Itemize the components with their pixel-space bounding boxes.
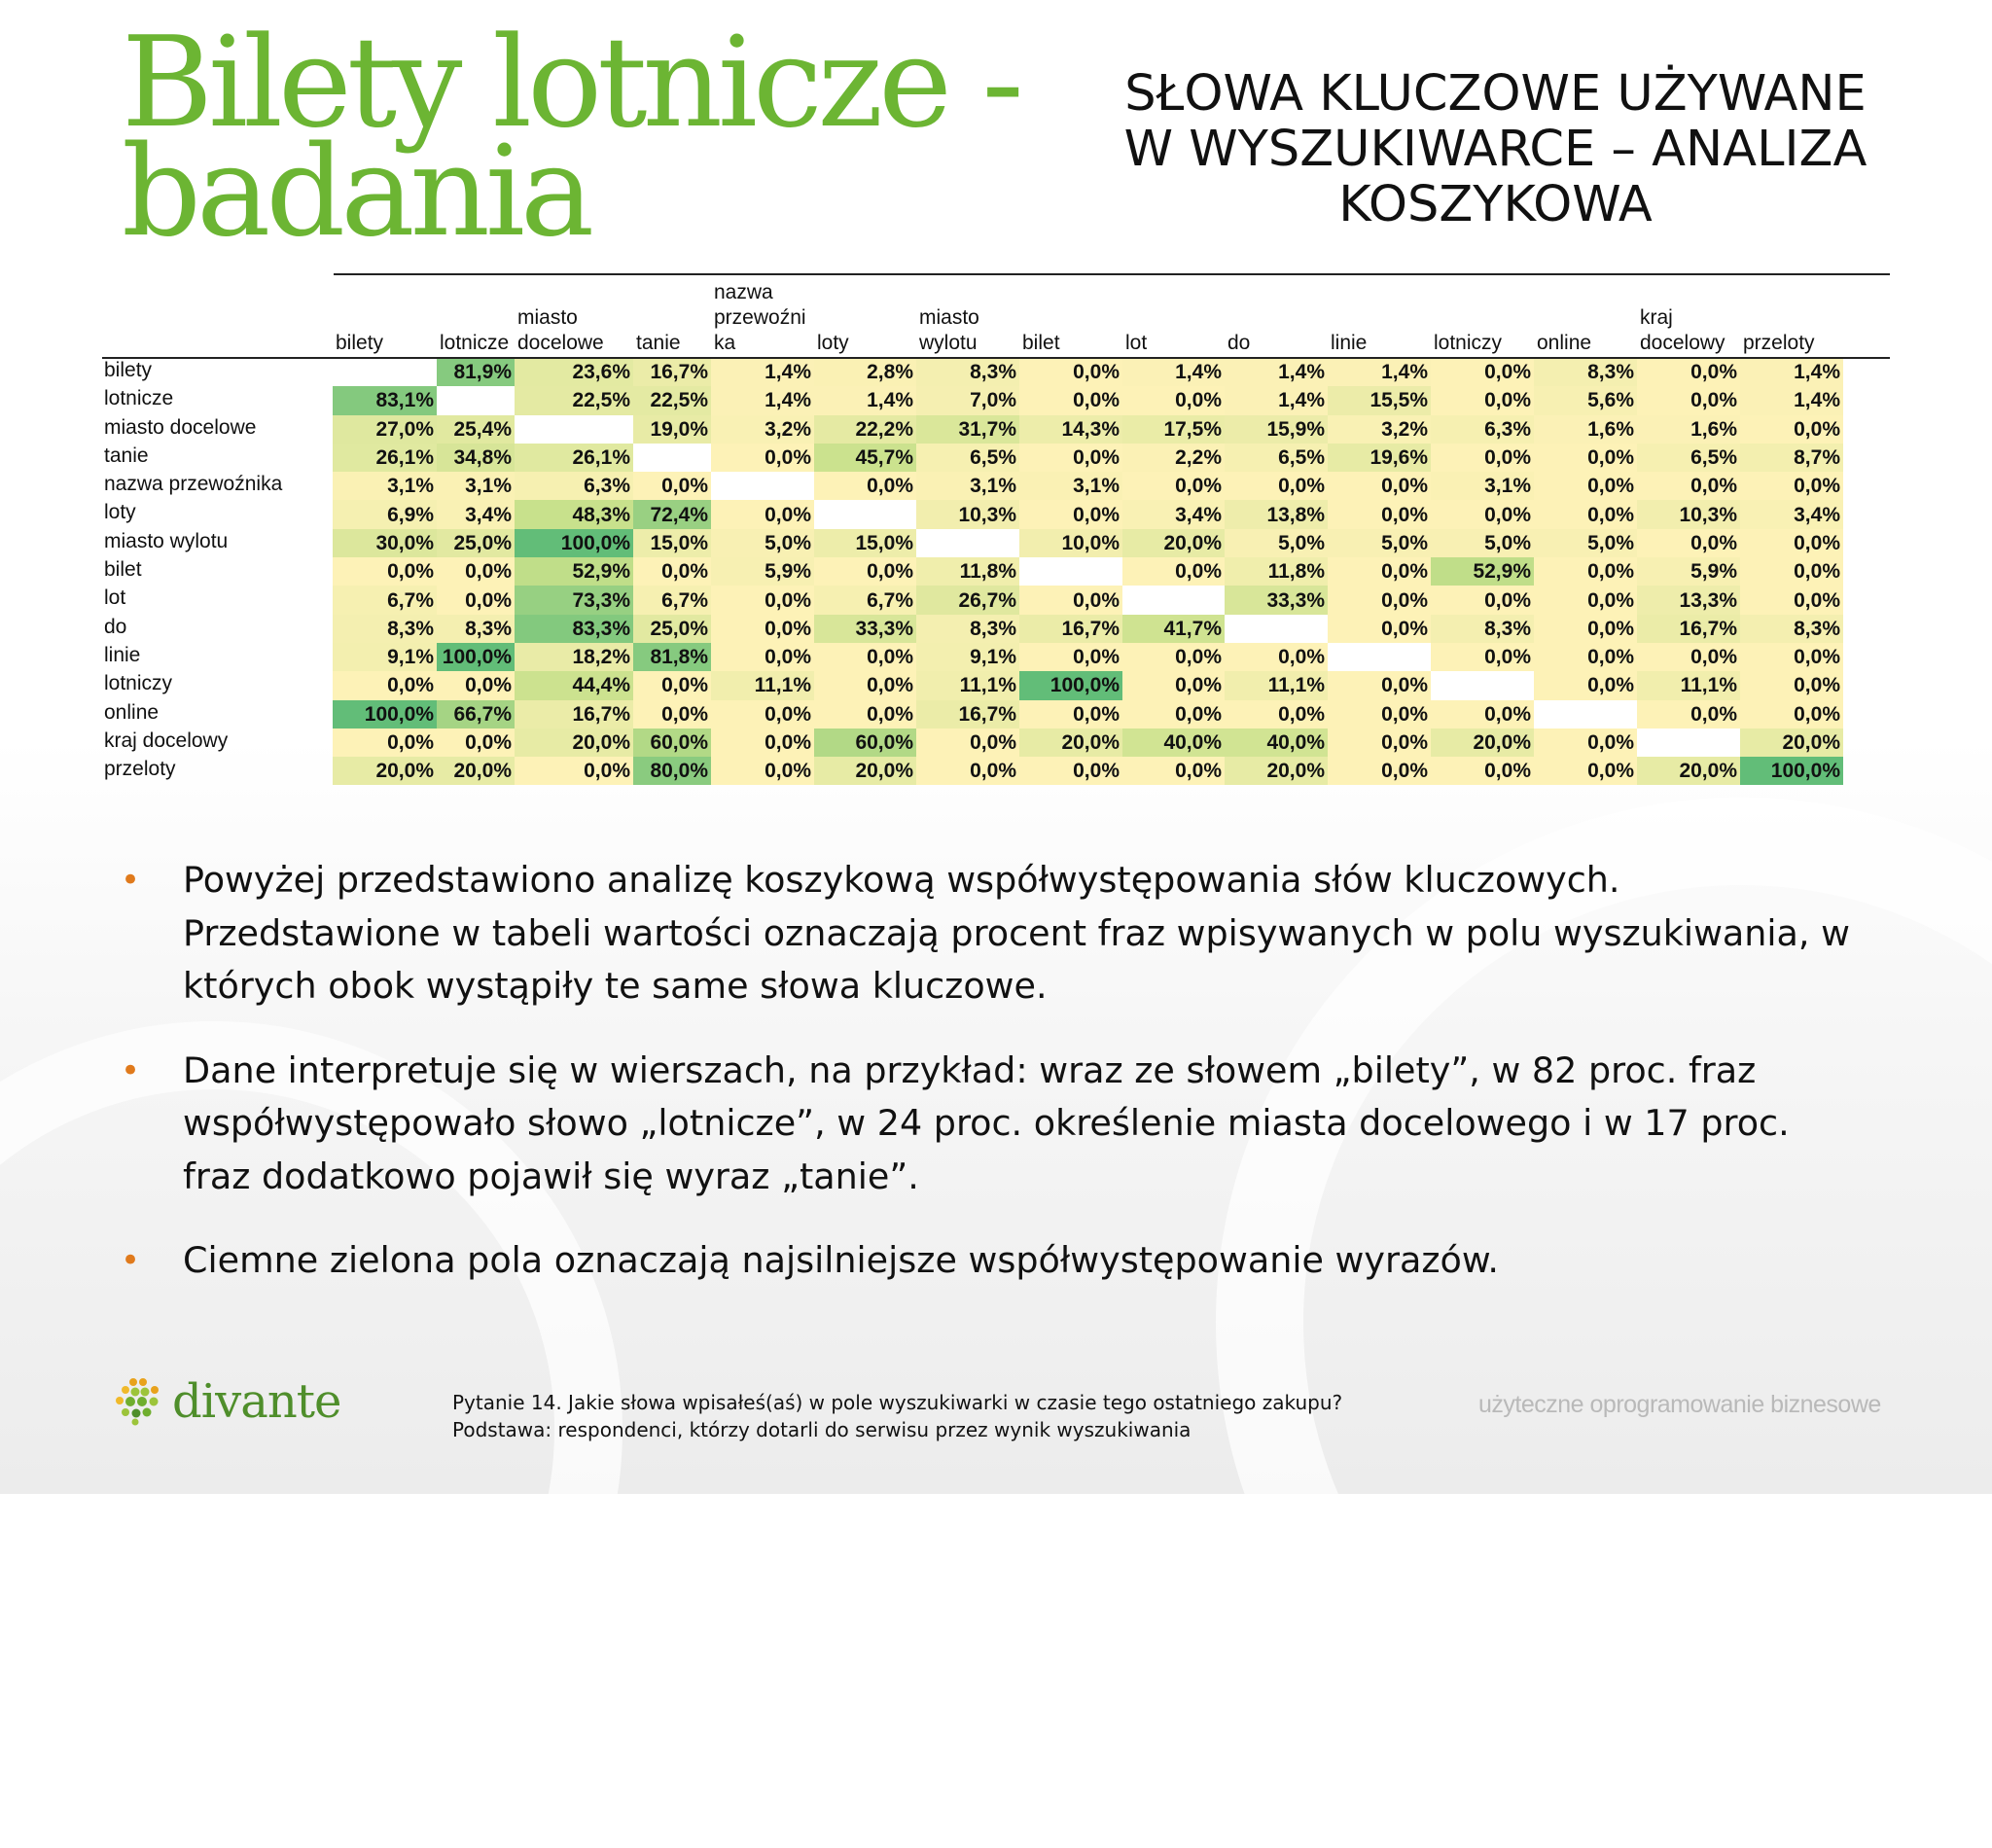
table-row bbox=[102, 444, 1843, 472]
table-cell: 20,0% bbox=[437, 757, 515, 785]
footnote bbox=[452, 1389, 1342, 1443]
table-cell: 3,4% bbox=[437, 500, 515, 528]
table-cell: 0,0% bbox=[1534, 557, 1637, 586]
table-cell: 52,9% bbox=[1431, 557, 1534, 586]
table-cell: 6,9% bbox=[333, 500, 437, 528]
table-cell: 8,3% bbox=[437, 615, 515, 643]
table-cell: 0,0% bbox=[1122, 386, 1225, 414]
table-row bbox=[102, 643, 1843, 671]
table-cell: 0,0% bbox=[1019, 358, 1122, 386]
row-label: miasto wylotu bbox=[104, 529, 229, 552]
table-cell: 0,0% bbox=[1740, 671, 1843, 699]
table-cell: 0,0% bbox=[437, 586, 515, 614]
table-cell: 0,0% bbox=[515, 757, 633, 785]
table-cell bbox=[1637, 729, 1740, 757]
row-label: lot bbox=[104, 586, 126, 610]
logo-dots-icon bbox=[112, 1376, 166, 1427]
table-cell: 6,7% bbox=[633, 586, 711, 614]
table-cell: 15,9% bbox=[1225, 415, 1328, 444]
table-row bbox=[102, 557, 1843, 586]
table-row bbox=[102, 757, 1843, 785]
table-cell: 0,0% bbox=[1740, 700, 1843, 729]
table-cell: 0,0% bbox=[711, 700, 814, 729]
table-cell: 16,7% bbox=[633, 358, 711, 386]
table-cell: 0,0% bbox=[1019, 386, 1122, 414]
note-item bbox=[115, 1045, 1866, 1204]
table-cell: 8,7% bbox=[1740, 444, 1843, 472]
table-cell: 8,3% bbox=[1534, 358, 1637, 386]
footnote-question: Pytanie 14. Jakie słowa wpisałeś(aś) w pole wyszukiwarki w czasie tego ostatniego zakupu? bbox=[452, 1391, 1343, 1414]
table-cell: 0,0% bbox=[1534, 643, 1637, 671]
row-label: lotniczy bbox=[104, 672, 173, 695]
table-cell: 0,0% bbox=[711, 729, 814, 757]
table-row bbox=[102, 358, 1843, 386]
table-cell bbox=[1225, 615, 1328, 643]
table-cell: 3,1% bbox=[333, 472, 437, 500]
table-cell: 20,0% bbox=[1019, 729, 1122, 757]
table-cell: 20,0% bbox=[1740, 729, 1843, 757]
table-cell: 0,0% bbox=[814, 643, 916, 671]
table-cell: 0,0% bbox=[333, 671, 437, 699]
table-cell: 100,0% bbox=[333, 700, 437, 729]
table-cell: 0,0% bbox=[1637, 358, 1740, 386]
table-row bbox=[102, 472, 1843, 500]
column-header: miasto docelowe bbox=[517, 306, 604, 354]
table-cell: 0,0% bbox=[1534, 729, 1637, 757]
table-cell: 0,0% bbox=[437, 557, 515, 586]
table-cell: 40,0% bbox=[1122, 729, 1225, 757]
table-cell bbox=[916, 529, 1019, 557]
title-line-2: badania bbox=[122, 120, 590, 265]
column-header: lotnicze bbox=[440, 332, 510, 354]
table-cell: 5,9% bbox=[711, 557, 814, 586]
table-cell: 0,0% bbox=[1328, 472, 1431, 500]
table-cell bbox=[515, 415, 633, 444]
notes-list bbox=[115, 854, 1866, 1319]
table-row bbox=[102, 386, 1843, 414]
table-cell: 60,0% bbox=[814, 729, 916, 757]
table-cell: 0,0% bbox=[1019, 757, 1122, 785]
table-cell: 0,0% bbox=[1019, 500, 1122, 528]
table-cell: 5,6% bbox=[1534, 386, 1637, 414]
table-cell bbox=[633, 444, 711, 472]
table-cell: 23,6% bbox=[515, 358, 633, 386]
table-cell: 3,4% bbox=[1122, 500, 1225, 528]
table-cell: 13,8% bbox=[1225, 500, 1328, 528]
table-cell: 20,0% bbox=[1637, 757, 1740, 785]
table-cell: 0,0% bbox=[711, 586, 814, 614]
table-cell: 17,5% bbox=[1122, 415, 1225, 444]
header-corner bbox=[102, 278, 333, 358]
table-cell: 11,1% bbox=[1637, 671, 1740, 699]
table-cell: 1,4% bbox=[1225, 386, 1328, 414]
table-cell: 0,0% bbox=[711, 444, 814, 472]
table-cell: 5,0% bbox=[1328, 529, 1431, 557]
table-cell: 5,0% bbox=[1534, 529, 1637, 557]
table-row bbox=[102, 586, 1843, 614]
table-cell: 0,0% bbox=[1122, 757, 1225, 785]
table-cell: 5,0% bbox=[1225, 529, 1328, 557]
table-cell: 1,6% bbox=[1534, 415, 1637, 444]
section-heading bbox=[1089, 66, 1902, 232]
table-cell: 0,0% bbox=[711, 500, 814, 528]
note-text: Ciemne zielona pola oznaczają najsilniejsze współwystępowanie wyrazów. bbox=[183, 1239, 1499, 1281]
column-header: online bbox=[1537, 332, 1592, 354]
table-cell: 0,0% bbox=[1740, 415, 1843, 444]
table-cell: 0,0% bbox=[814, 557, 916, 586]
table-cell: 22,5% bbox=[515, 386, 633, 414]
table-cell: 0,0% bbox=[1225, 643, 1328, 671]
table-cell: 7,0% bbox=[916, 386, 1019, 414]
table-cell: 3,4% bbox=[1740, 500, 1843, 528]
table-cell: 2,8% bbox=[814, 358, 916, 386]
table-cell: 9,1% bbox=[916, 643, 1019, 671]
table-cell: 1,4% bbox=[1225, 358, 1328, 386]
footnote-base: Podstawa: respondenci, którzy dotarli do serwisu przez wynik wyszukiwania bbox=[452, 1418, 1192, 1441]
table-cell: 0,0% bbox=[1122, 557, 1225, 586]
table-cell: 11,1% bbox=[711, 671, 814, 699]
table-cell: 0,0% bbox=[1122, 643, 1225, 671]
table-cell: 9,1% bbox=[333, 643, 437, 671]
table-cell: 8,3% bbox=[1740, 615, 1843, 643]
table-cell: 26,1% bbox=[333, 444, 437, 472]
table-cell: 3,2% bbox=[1328, 415, 1431, 444]
table-cell: 3,2% bbox=[711, 415, 814, 444]
table-cell: 0,0% bbox=[1431, 358, 1534, 386]
table-cell: 6,3% bbox=[1431, 415, 1534, 444]
table-cell: 48,3% bbox=[515, 500, 633, 528]
table-cell: 31,7% bbox=[916, 415, 1019, 444]
company-tagline: użyteczne oprogramowanie biznesowe bbox=[1478, 1391, 1881, 1418]
column-header: nazwa przewoźni ka bbox=[714, 281, 806, 354]
table-cell: 0,0% bbox=[1328, 500, 1431, 528]
table-cell: 73,3% bbox=[515, 586, 633, 614]
table-cell: 3,1% bbox=[1019, 472, 1122, 500]
table-cell: 80,0% bbox=[633, 757, 711, 785]
table-cell: 5,0% bbox=[1431, 529, 1534, 557]
table-cell: 11,8% bbox=[916, 557, 1019, 586]
table-cell: 18,2% bbox=[515, 643, 633, 671]
row-label: online bbox=[104, 700, 160, 724]
table-cell: 81,8% bbox=[633, 643, 711, 671]
table-cell: 0,0% bbox=[1225, 472, 1328, 500]
column-header: przeloty bbox=[1743, 332, 1815, 354]
table-cell: 0,0% bbox=[1637, 529, 1740, 557]
table-cell: 0,0% bbox=[1637, 643, 1740, 671]
table-cell: 0,0% bbox=[814, 700, 916, 729]
table-cell: 40,0% bbox=[1225, 729, 1328, 757]
table-cell: 3,1% bbox=[437, 472, 515, 500]
table-cell bbox=[1328, 643, 1431, 671]
logo-text: divante bbox=[172, 1374, 341, 1429]
table-cell bbox=[333, 358, 437, 386]
header-row bbox=[102, 278, 1843, 358]
table-cell: 27,0% bbox=[333, 415, 437, 444]
table-cell: 0,0% bbox=[1534, 615, 1637, 643]
table-cell: 22,5% bbox=[633, 386, 711, 414]
table-cell: 10,3% bbox=[916, 500, 1019, 528]
table-cell: 0,0% bbox=[437, 729, 515, 757]
table-cell: 1,4% bbox=[1122, 358, 1225, 386]
row-label: lotnicze bbox=[104, 387, 174, 410]
table-cell: 11,1% bbox=[916, 671, 1019, 699]
column-header: bilet bbox=[1022, 332, 1060, 354]
table-cell: 0,0% bbox=[633, 557, 711, 586]
table-cell: 0,0% bbox=[1328, 700, 1431, 729]
table-cell: 0,0% bbox=[1637, 472, 1740, 500]
table-cell: 1,4% bbox=[711, 358, 814, 386]
table-cell: 0,0% bbox=[1431, 757, 1534, 785]
table-cell: 0,0% bbox=[633, 700, 711, 729]
table-cell: 3,1% bbox=[916, 472, 1019, 500]
table-cell: 41,7% bbox=[1122, 615, 1225, 643]
table-cell: 83,1% bbox=[333, 386, 437, 414]
table-cell: 0,0% bbox=[1534, 500, 1637, 528]
table-cell bbox=[814, 500, 916, 528]
table-cell: 45,7% bbox=[814, 444, 916, 472]
table-cell: 52,9% bbox=[515, 557, 633, 586]
table-cell: 0,0% bbox=[1431, 700, 1534, 729]
company-logo bbox=[112, 1374, 340, 1429]
table-cell: 0,0% bbox=[916, 729, 1019, 757]
row-label: tanie bbox=[104, 444, 149, 467]
table-cell: 20,0% bbox=[1122, 529, 1225, 557]
table-cell: 0,0% bbox=[1534, 472, 1637, 500]
table-cell: 33,3% bbox=[1225, 586, 1328, 614]
note-text: Powyżej przedstawiono analizę koszykową współwystępowania słów kluczowych. Przedstawione w tabeli wartości oznaczają procent fraz wpisywanych w polu wyszukiwania, w których obok wystąpiły te same słowa kluczowe. bbox=[183, 859, 1850, 1007]
table-cell: 1,4% bbox=[1328, 358, 1431, 386]
table-cell: 0,0% bbox=[1019, 700, 1122, 729]
bullet-icon: • bbox=[121, 1050, 141, 1090]
table-cell: 0,0% bbox=[1019, 643, 1122, 671]
table-cell: 0,0% bbox=[814, 671, 916, 699]
table-cell: 1,4% bbox=[814, 386, 916, 414]
table-cell: 10,3% bbox=[1637, 500, 1740, 528]
table-cell: 25,4% bbox=[437, 415, 515, 444]
table-cell: 0,0% bbox=[916, 757, 1019, 785]
table-cell: 0,0% bbox=[711, 615, 814, 643]
table-cell: 0,0% bbox=[1534, 586, 1637, 614]
table-cell: 0,0% bbox=[1431, 386, 1534, 414]
table-cell: 0,0% bbox=[1431, 444, 1534, 472]
bullet-icon: • bbox=[121, 1241, 141, 1280]
table-cell: 25,0% bbox=[437, 529, 515, 557]
table-cell: 34,8% bbox=[437, 444, 515, 472]
table-cell: 0,0% bbox=[1328, 671, 1431, 699]
table-cell: 0,0% bbox=[1637, 700, 1740, 729]
table-cell: 0,0% bbox=[1431, 586, 1534, 614]
table-cell: 16,7% bbox=[1637, 615, 1740, 643]
heading-line-2: W WYSZUKIWARCE – ANALIZA bbox=[1123, 121, 1868, 178]
table-row bbox=[102, 415, 1843, 444]
table-cell: 72,4% bbox=[633, 500, 711, 528]
column-header: loty bbox=[817, 332, 849, 354]
table-cell: 20,0% bbox=[1431, 729, 1534, 757]
row-label: nazwa przewoźnika bbox=[104, 473, 283, 496]
table-cell: 8,3% bbox=[333, 615, 437, 643]
table-row bbox=[102, 615, 1843, 643]
table-cell: 0,0% bbox=[1740, 472, 1843, 500]
table-cell: 3,1% bbox=[1431, 472, 1534, 500]
table-cell: 0,0% bbox=[1740, 557, 1843, 586]
table-cell: 100,0% bbox=[515, 529, 633, 557]
page-title bbox=[122, 11, 1019, 265]
row-label: bilet bbox=[104, 558, 142, 582]
table-cell: 13,3% bbox=[1637, 586, 1740, 614]
row-label: loty bbox=[104, 501, 136, 524]
table-cell: 1,4% bbox=[1740, 358, 1843, 386]
table-cell bbox=[437, 386, 515, 414]
table-cell: 26,7% bbox=[916, 586, 1019, 614]
table-cell bbox=[1431, 671, 1534, 699]
table-row bbox=[102, 500, 1843, 528]
table-row bbox=[102, 529, 1843, 557]
table-cell: 0,0% bbox=[1637, 386, 1740, 414]
column-header: do bbox=[1227, 332, 1251, 354]
table-cell: 20,0% bbox=[515, 729, 633, 757]
table-cell: 19,0% bbox=[633, 415, 711, 444]
column-header: miasto wylotu bbox=[919, 306, 979, 354]
table-cell: 16,7% bbox=[1019, 615, 1122, 643]
table-cell: 0,0% bbox=[1328, 757, 1431, 785]
bullet-icon: • bbox=[121, 861, 141, 900]
table-cell: 0,0% bbox=[1328, 557, 1431, 586]
table-row bbox=[102, 700, 1843, 729]
table-cell: 0,0% bbox=[437, 671, 515, 699]
table-cell: 0,0% bbox=[1534, 671, 1637, 699]
table-cell: 30,0% bbox=[333, 529, 437, 557]
table-cell: 0,0% bbox=[711, 643, 814, 671]
table-cell: 0,0% bbox=[1534, 757, 1637, 785]
table-cell: 33,3% bbox=[814, 615, 916, 643]
table-cell: 11,8% bbox=[1225, 557, 1328, 586]
table-cell: 1,4% bbox=[711, 386, 814, 414]
table-cell: 6,5% bbox=[1225, 444, 1328, 472]
table-cell: 6,7% bbox=[814, 586, 916, 614]
table-cell: 5,9% bbox=[1637, 557, 1740, 586]
table-cell: 0,0% bbox=[1019, 444, 1122, 472]
table-cell: 0,0% bbox=[1740, 586, 1843, 614]
table-cell: 11,1% bbox=[1225, 671, 1328, 699]
table-cell bbox=[1534, 700, 1637, 729]
row-label: przeloty bbox=[104, 758, 176, 781]
table-cell: 0,0% bbox=[1328, 615, 1431, 643]
table-cell: 1,6% bbox=[1637, 415, 1740, 444]
table-cell: 44,4% bbox=[515, 671, 633, 699]
table-cell: 14,3% bbox=[1019, 415, 1122, 444]
table-cell: 20,0% bbox=[333, 757, 437, 785]
table-cell: 0,0% bbox=[1328, 729, 1431, 757]
table-cell: 0,0% bbox=[1122, 700, 1225, 729]
table-cell: 8,3% bbox=[916, 615, 1019, 643]
table-cell: 60,0% bbox=[633, 729, 711, 757]
table-top-rule bbox=[334, 273, 1890, 275]
column-header: lot bbox=[1125, 332, 1148, 354]
table-cell: 0,0% bbox=[333, 557, 437, 586]
table-cell: 100,0% bbox=[437, 643, 515, 671]
note-text: Dane interpretuje się w wierszach, na przykład: wraz ze słowem „bilety”, w 82 proc. fraz współwystępowało słowo „lotnicze”, w 24 proc. określenie miasta docelowego i w 17 proc. fraz dodatkowo pojawił się wyraz „tanie”. bbox=[183, 1048, 1790, 1197]
table-cell: 0,0% bbox=[333, 729, 437, 757]
table-cell: 0,0% bbox=[814, 472, 916, 500]
table-row bbox=[102, 671, 1843, 699]
table-cell: 20,0% bbox=[814, 757, 916, 785]
table-cell: 83,3% bbox=[515, 615, 633, 643]
table-cell: 0,0% bbox=[633, 472, 711, 500]
table-cell: 15,0% bbox=[814, 529, 916, 557]
table-cell: 6,5% bbox=[916, 444, 1019, 472]
table-cell: 6,3% bbox=[515, 472, 633, 500]
note-item bbox=[115, 1234, 1866, 1288]
table-cell: 8,3% bbox=[1431, 615, 1534, 643]
heading-line-3: KOSZYKOWA bbox=[1338, 176, 1653, 233]
table-cell: 6,5% bbox=[1637, 444, 1740, 472]
table-cell: 10,0% bbox=[1019, 529, 1122, 557]
table-cell: 0,0% bbox=[1534, 444, 1637, 472]
column-header: linie bbox=[1331, 332, 1368, 354]
table-cell: 0,0% bbox=[1431, 643, 1534, 671]
table-cell: 15,0% bbox=[633, 529, 711, 557]
co-occurrence-matrix bbox=[102, 278, 1843, 785]
table-cell: 66,7% bbox=[437, 700, 515, 729]
table-cell bbox=[1122, 586, 1225, 614]
column-header: lotniczy bbox=[1434, 332, 1503, 354]
table-cell: 0,0% bbox=[1328, 586, 1431, 614]
table-cell: 0,0% bbox=[711, 757, 814, 785]
table-cell: 0,0% bbox=[633, 671, 711, 699]
row-label: kraj docelowy bbox=[104, 729, 229, 752]
table-cell: 8,3% bbox=[916, 358, 1019, 386]
table-cell: 19,6% bbox=[1328, 444, 1431, 472]
table-cell: 100,0% bbox=[1740, 757, 1843, 785]
table-cell: 0,0% bbox=[1122, 671, 1225, 699]
table-cell: 100,0% bbox=[1019, 671, 1122, 699]
table-cell bbox=[711, 472, 814, 500]
row-label: miasto docelowe bbox=[104, 415, 257, 439]
row-label: linie bbox=[104, 643, 141, 666]
table-cell: 5,0% bbox=[711, 529, 814, 557]
row-label: do bbox=[104, 615, 127, 638]
column-header: bilety bbox=[336, 332, 384, 354]
table-cell: 25,0% bbox=[633, 615, 711, 643]
table-cell: 81,9% bbox=[437, 358, 515, 386]
table-cell: 6,7% bbox=[333, 586, 437, 614]
table-cell: 16,7% bbox=[916, 700, 1019, 729]
table-row bbox=[102, 729, 1843, 757]
table-cell: 20,0% bbox=[1225, 757, 1328, 785]
table-cell: 2,2% bbox=[1122, 444, 1225, 472]
column-header: tanie bbox=[636, 332, 681, 354]
table-cell: 22,2% bbox=[814, 415, 916, 444]
heading-line-1: SŁOWA KLUCZOWE UŻYWANE bbox=[1124, 65, 1867, 123]
table-cell: 0,0% bbox=[1431, 500, 1534, 528]
table-cell: 15,5% bbox=[1328, 386, 1431, 414]
column-header: kraj docelowy bbox=[1640, 306, 1725, 354]
table-cell: 1,4% bbox=[1740, 386, 1843, 414]
table-header-rule bbox=[102, 357, 1890, 359]
table-cell: 26,1% bbox=[515, 444, 633, 472]
note-item bbox=[115, 854, 1866, 1013]
table-cell: 0,0% bbox=[1122, 472, 1225, 500]
table-cell: 0,0% bbox=[1019, 586, 1122, 614]
table-cell: 0,0% bbox=[1740, 529, 1843, 557]
table-cell: 0,0% bbox=[1225, 700, 1328, 729]
row-label: bilety bbox=[104, 359, 153, 381]
table-cell: 0,0% bbox=[1740, 643, 1843, 671]
table-cell bbox=[1019, 557, 1122, 586]
title-line-1: Bilety lotnicze - bbox=[122, 11, 1019, 156]
table-cell: 16,7% bbox=[515, 700, 633, 729]
